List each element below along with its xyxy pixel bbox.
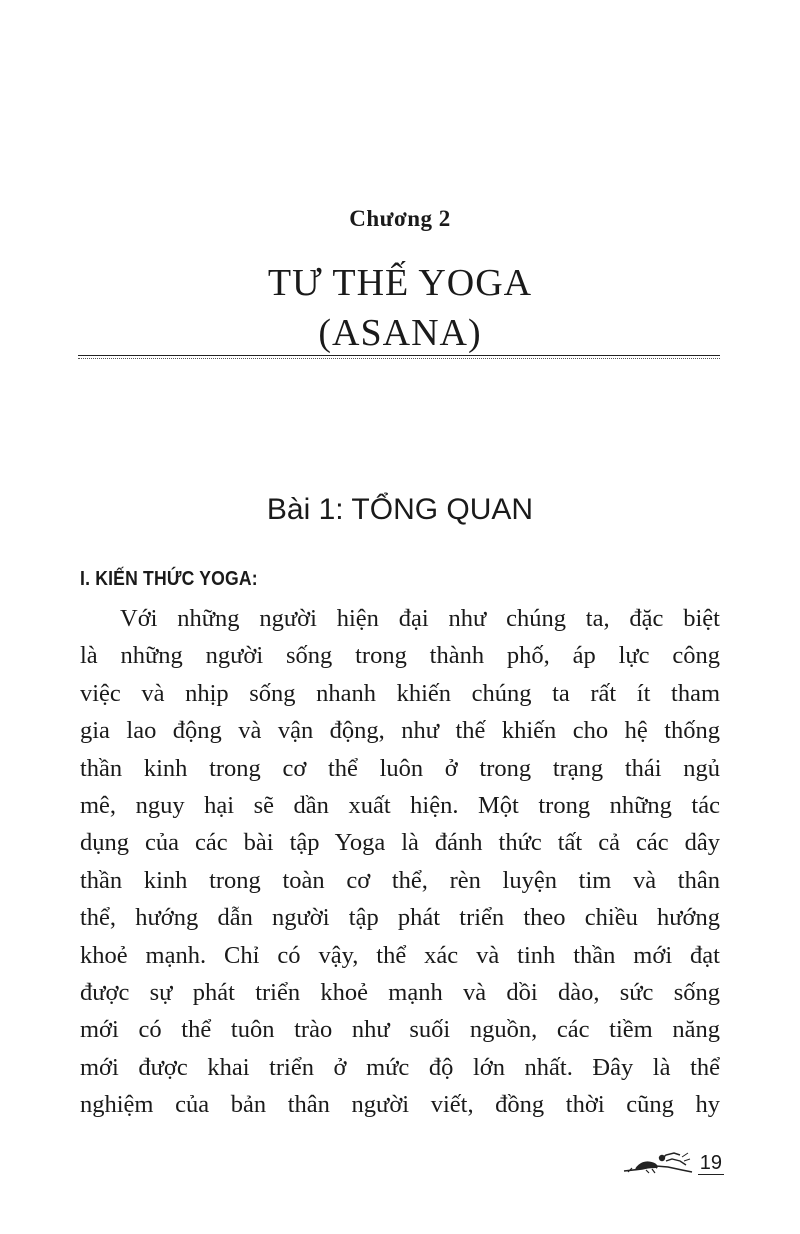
body-line: Với những người hiện đại như chúng ta, đặc biệt (120, 605, 720, 632)
section-heading: I. KIẾN THỨC YOGA: (80, 568, 258, 590)
lesson-title: Bài 1: TỔNG QUAN (266, 493, 534, 526)
chapter-title (0, 258, 800, 358)
yoga-figure-icon (622, 1149, 694, 1175)
body-line: nghiệm của bản thân người viết, đồng thời cũng hy (80, 1091, 720, 1119)
body-line: khoẻ mạnh. Chỉ có vậy, thể xác và tinh thần mới đạt (80, 941, 720, 969)
body-line: gia lao động và vận động, như thế khiến cho hệ thống (80, 717, 720, 745)
chapter-label: Chương 2 (349, 206, 451, 231)
page-footer (622, 1145, 724, 1175)
body-line: mới được khai triển ở mức độ lớn nhất. Đây là thể (80, 1053, 720, 1081)
body-line: mới có thể tuôn trào như suối nguồn, các tiềm năng (80, 1016, 720, 1044)
chapter-divider (78, 355, 720, 356)
body-text (80, 600, 720, 1123)
body-line: thần kinh trong cơ thể luôn ở trong trạng thái ngủ (80, 754, 720, 782)
chapter-title-line-2: (ASANA) (318, 312, 482, 354)
body-line: là những người sống trong thành phố, áp lực công (80, 642, 720, 670)
body-line: việc và nhịp sống nhanh khiến chúng ta rất ít tham (80, 679, 720, 707)
body-line: dụng của các bài tập Yoga là đánh thức tất cả các dây (80, 829, 720, 857)
body-line: được sự phát triển khoẻ mạnh và dồi dào, sức sống (80, 978, 720, 1006)
body-line: mê, nguy hại sẽ dần xuất hiện. Một trong những tác (80, 791, 720, 819)
chapter-title-line-1: TƯ THẾ YOGA (267, 262, 533, 304)
body-line: thể, hướng dẫn người tập phát triển theo chiều hướng (80, 904, 720, 932)
body-line: thần kinh trong toàn cơ thể, rèn luyện tim và thân (80, 866, 720, 894)
page-number: 19 (699, 1152, 722, 1174)
